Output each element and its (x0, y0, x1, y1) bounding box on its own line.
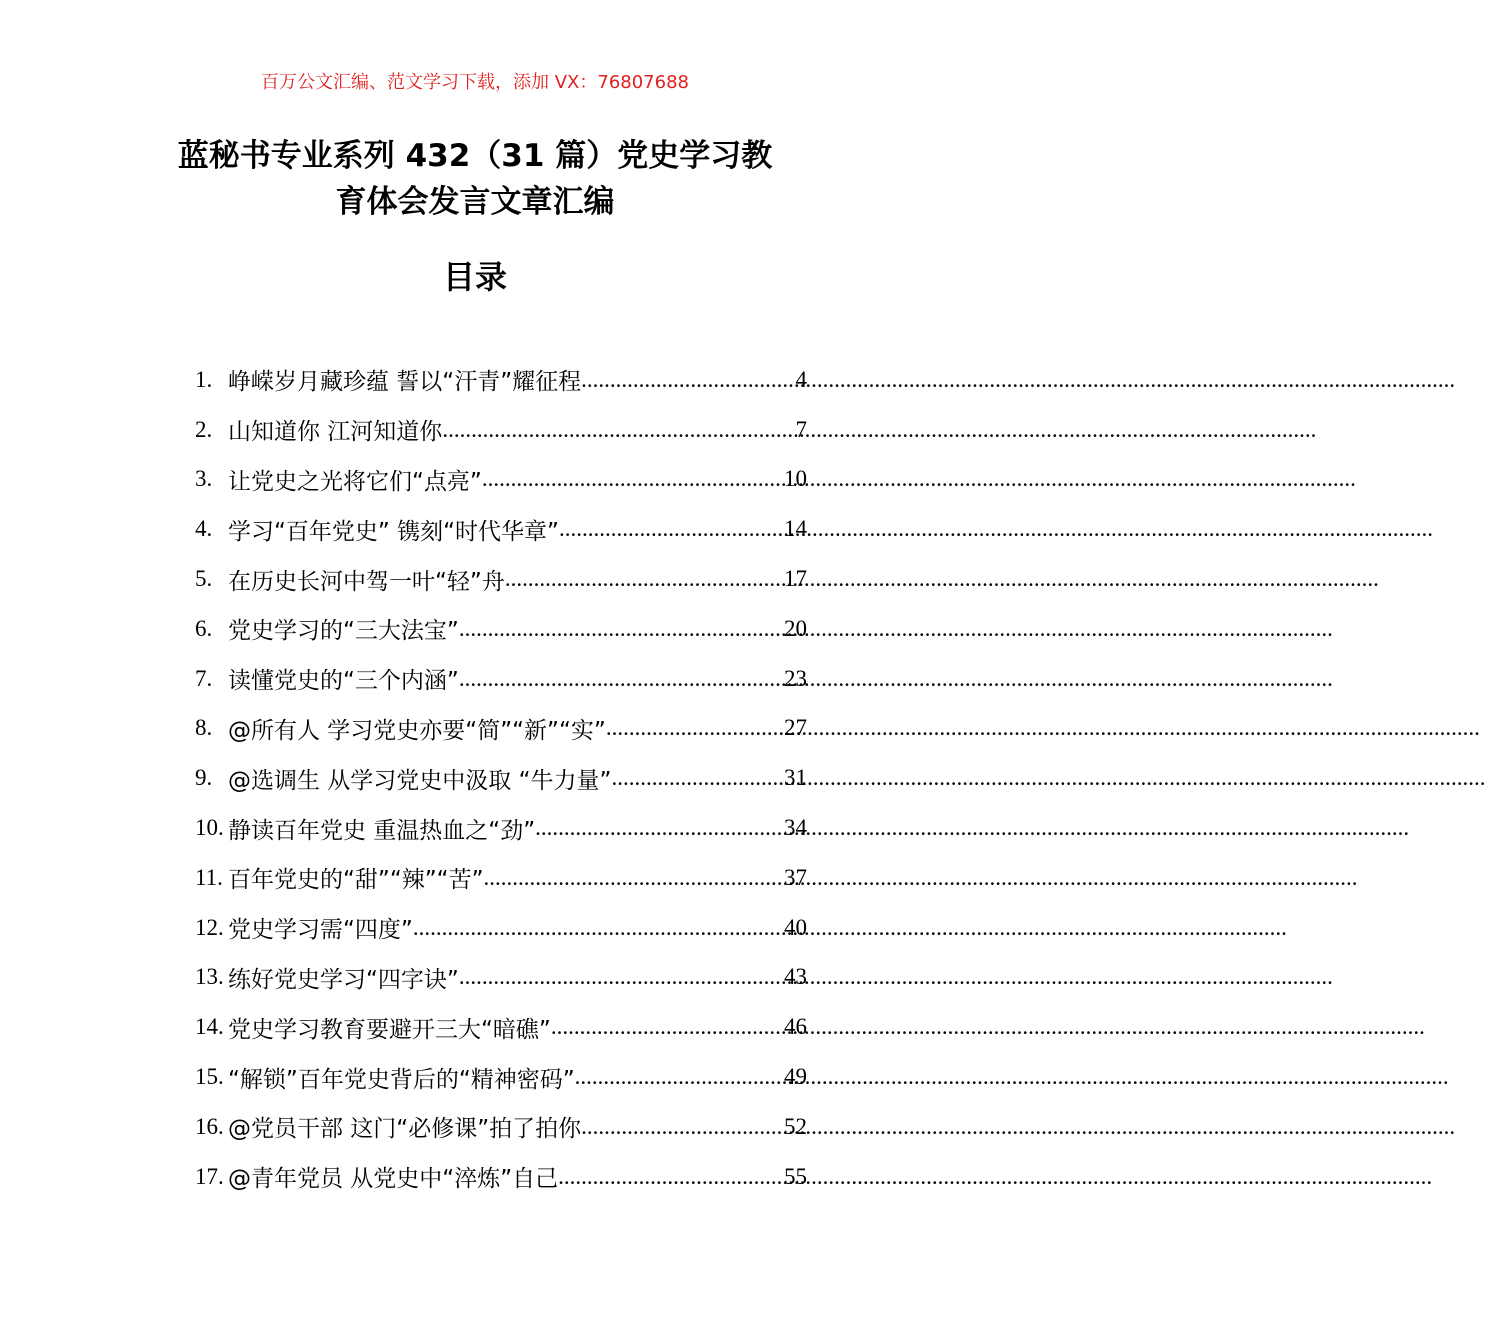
toc-entry[interactable] (195, 1052, 807, 1102)
toc-heading: 目录 (442, 258, 507, 296)
toc-entry-number: 4. (195, 516, 213, 542)
toc-leader-dots (484, 865, 785, 891)
toc-entry-number: 15. (195, 1064, 224, 1090)
toc-entry[interactable] (195, 1102, 807, 1152)
toc-entry-title: 静读百年党史 重温热血之“劲” (228, 817, 536, 844)
toc-entry-number: 10. (195, 815, 224, 841)
toc-entry-number: 5. (195, 566, 213, 592)
document-title-line-2: 育体会发言文章汇编 (335, 184, 615, 220)
toc-entry[interactable] (195, 355, 807, 405)
toc-leader-dots (459, 666, 784, 692)
toc-entry[interactable] (195, 654, 807, 704)
toc-entry[interactable] (195, 853, 807, 903)
toc-entry-title: 练好党史学习“四字诀” (228, 966, 459, 993)
toc-entry-title: “解锁”百年党史背后的“精神密码” (228, 1066, 575, 1093)
toc-entry[interactable] (195, 1002, 807, 1052)
toc-entry-title: 党史学习的“三大法宝” (228, 618, 459, 645)
toc-leader-dots (606, 715, 784, 741)
document-title-line-1: 蓝秘书专业系列 432（31 篇）党史学习教 (177, 138, 773, 174)
toc-entry-number: 1. (195, 366, 213, 392)
toc-entry-title: 党史学习需“四度” (228, 917, 413, 944)
toc-entry-page: 40 (784, 914, 807, 940)
toc-entry-title: 读懂党史的“三个内涵” (228, 668, 459, 695)
toc-leader-dots (559, 516, 784, 542)
toc-entry-page: 43 (784, 964, 807, 990)
toc-entry-number: 11. (195, 864, 223, 890)
toc-entry-page: 7 (795, 416, 807, 442)
toc-entry-page: 10 (784, 466, 807, 492)
toc-entry-page: 23 (784, 665, 807, 691)
toc-leader-dots (551, 1014, 784, 1040)
toc-leader-dots (459, 616, 784, 642)
toc-entry-page: 31 (784, 765, 807, 791)
toc-entry[interactable] (195, 504, 807, 554)
toc-entry[interactable] (195, 803, 807, 853)
toc-entry[interactable] (195, 455, 807, 505)
toc-entry-number: 12. (195, 914, 224, 940)
toc-leader-dots (575, 1064, 784, 1090)
toc-entry-number: 7. (195, 665, 213, 691)
toc-leader-dots (581, 1114, 784, 1140)
document-title (120, 133, 830, 225)
toc-entry[interactable] (195, 753, 807, 803)
toc-entry-title: 学习“百年党史” 镌刻“时代华章” (228, 518, 559, 545)
toc-entry-title: 峥嵘岁月藏珍蕴 誓以“汗青”耀征程 (228, 369, 582, 396)
toc-leader-dots (535, 815, 784, 841)
toc-entry-title: @所有人 学习党史亦要“简”“新”“实” (228, 717, 606, 744)
toc-entry[interactable] (195, 704, 807, 754)
toc-entry-number: 2. (195, 416, 213, 442)
toc-entry-title: @党员干部 这门“必修课”拍了拍你 (228, 1116, 582, 1143)
toc-entry-page: 46 (784, 1014, 807, 1040)
toc-entry[interactable] (195, 903, 807, 953)
toc-entry-page: 37 (784, 864, 807, 890)
toc-entry-number: 3. (195, 466, 213, 492)
toc-entry-page: 17 (784, 566, 807, 592)
toc-entry-page: 49 (784, 1064, 807, 1090)
toc-entry-page: 55 (784, 1163, 807, 1189)
toc-entry-number: 6. (195, 615, 213, 641)
toc-entry-number: 13. (195, 964, 224, 990)
toc-entry-page: 20 (784, 615, 807, 641)
toc-entry-title: 党史学习教育要避开三大“暗礁” (228, 1016, 551, 1043)
toc-entry-number: 17. (195, 1163, 224, 1189)
toc-entry-page: 14 (784, 516, 807, 542)
toc-leader-dots (459, 964, 784, 990)
toc-entry-title: 让党史之光将它们“点亮” (228, 468, 482, 495)
toc-leader-dots (413, 915, 784, 941)
toc-entry-title: @青年党员 从党史中“淬炼”自己 (228, 1166, 559, 1193)
toc-entry[interactable] (195, 604, 807, 654)
toc-entry-number: 9. (195, 765, 213, 791)
toc-entry-page: 34 (784, 815, 807, 841)
toc-entry-title: 在历史长河中驾一叶“轻”舟 (228, 568, 505, 595)
toc-entry-number: 14. (195, 1014, 224, 1040)
toc-entry-title: 百年党史的“甜”“辣”“苦” (228, 867, 484, 894)
toc-entry-title: 山知道你 江河知道你 (228, 419, 443, 446)
toc-entry-title: @选调生 从学习党史中汲取 “牛力量” (228, 767, 612, 794)
toc-entry[interactable] (195, 1152, 807, 1202)
toc-entry[interactable] (195, 554, 807, 604)
toc-leader-dots (482, 466, 784, 492)
toc-entry-number: 16. (195, 1113, 224, 1139)
toc-leader-dots (581, 367, 795, 393)
toc-entry-page: 52 (784, 1113, 807, 1139)
toc-leader-dots (558, 1164, 784, 1190)
toc-entry[interactable] (195, 405, 807, 455)
toc-leader-dots (442, 417, 795, 443)
toc-entry-page: 27 (784, 715, 807, 741)
toc-entry[interactable] (195, 953, 807, 1003)
header-note: 百万公文汇编、范文学习下载，添加 VX：76807688 (261, 72, 689, 93)
table-of-contents (195, 355, 807, 1202)
toc-entry-number: 8. (195, 715, 213, 741)
toc-leader-dots (611, 765, 784, 791)
toc-leader-dots (505, 566, 784, 592)
toc-entry-page: 4 (795, 366, 807, 392)
